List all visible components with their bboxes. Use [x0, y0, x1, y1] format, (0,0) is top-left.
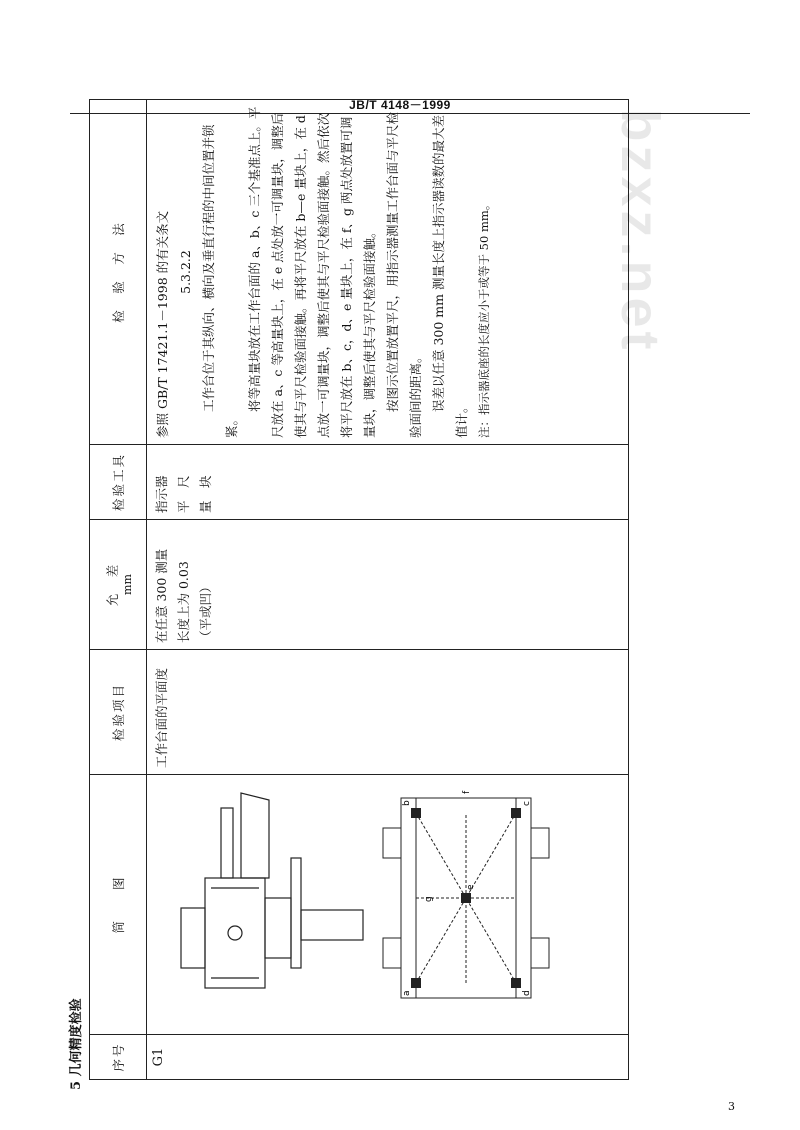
col-header-seq: 序号 — [90, 1035, 147, 1080]
rotated-page-content — [65, 90, 625, 1090]
point-label-g: g — [424, 896, 434, 902]
point-label-f: f — [462, 790, 472, 794]
col-header-tools: 检验工具 — [90, 445, 147, 520]
watermark: bzxz.net — [610, 108, 670, 354]
method-note: 注：指示器底座的长度应小于或等于 50 mm。 — [477, 198, 491, 438]
method-paragraph: 误差以任意 300 mm 测量长度上指示器读数的最大差值计。 — [431, 115, 469, 438]
section-title: 5 几何精度检验 — [69, 998, 84, 1090]
tolerance-line: 在任意 300 测量 — [154, 548, 169, 643]
method-paragraph: 工作台位于其纵向、横向及垂直行程的中间位置并锁紧。 — [201, 124, 239, 438]
row-method — [147, 100, 629, 445]
col-header-tolerance — [90, 520, 147, 650]
tolerance-line: 长度上为 0.03 — [176, 561, 191, 643]
table-header-row — [90, 100, 147, 1080]
method-paragraph: 将等高量块放在工作台面的 a、b、c 三个基准点上。平尺放在 a、c 等高量块上，在 e 点处放一可调量块，调整后使其与平尺检验面接触。再将平尺放在 b—e 量块上，在 d 点放一可调量块，调整后使其与平尺检验面接触。然后依次将平尺放在 b、c，d、e 量块上，在 f、g 两点处放置可调量块，调整后使其与平尺检验面接触。 — [247, 106, 377, 438]
row-tolerance — [147, 520, 629, 650]
tolerance-unit: mm — [120, 574, 134, 595]
row-tools — [147, 445, 629, 520]
row-item: 工作台面的平面度 — [147, 650, 629, 775]
tolerance-label: 允 差 — [104, 562, 120, 607]
table-row — [147, 100, 629, 1080]
method-clause: 5.3.2.2 — [178, 250, 193, 294]
point-label-d: d — [522, 990, 532, 996]
tolerance-line: （平或凹） — [198, 580, 213, 643]
point-label-c: c — [522, 801, 532, 806]
standard-code: JB/T 4148－1999 — [349, 98, 451, 112]
machine-side-view — [181, 793, 363, 988]
col-header-diagram: 简 图 — [90, 775, 147, 1035]
diagram-cell — [147, 775, 629, 1035]
flatness-diagram — [151, 774, 621, 1028]
tool-item: 平 尺 — [176, 475, 191, 513]
col-header-item: 检验项目 — [90, 650, 147, 775]
point-label-e: e — [466, 884, 476, 890]
point-label-a: a — [402, 990, 412, 996]
page-number: 3 — [728, 1100, 735, 1113]
method-reference: 参照 GB/T 17421.1－1998 的有关条文 — [155, 210, 170, 438]
tool-item: 量 块 — [198, 475, 213, 513]
point-label-b: b — [402, 800, 412, 806]
row-seq: G1 — [147, 1035, 629, 1080]
method-paragraph: 按图示位置放置平尺，用指示器测量工作台面与平尺检验面间的距离。 — [385, 111, 423, 438]
tool-item: 指示器 — [154, 475, 169, 513]
inspection-table — [89, 99, 629, 1080]
col-header-method: 检 验 方 法 — [90, 100, 147, 445]
